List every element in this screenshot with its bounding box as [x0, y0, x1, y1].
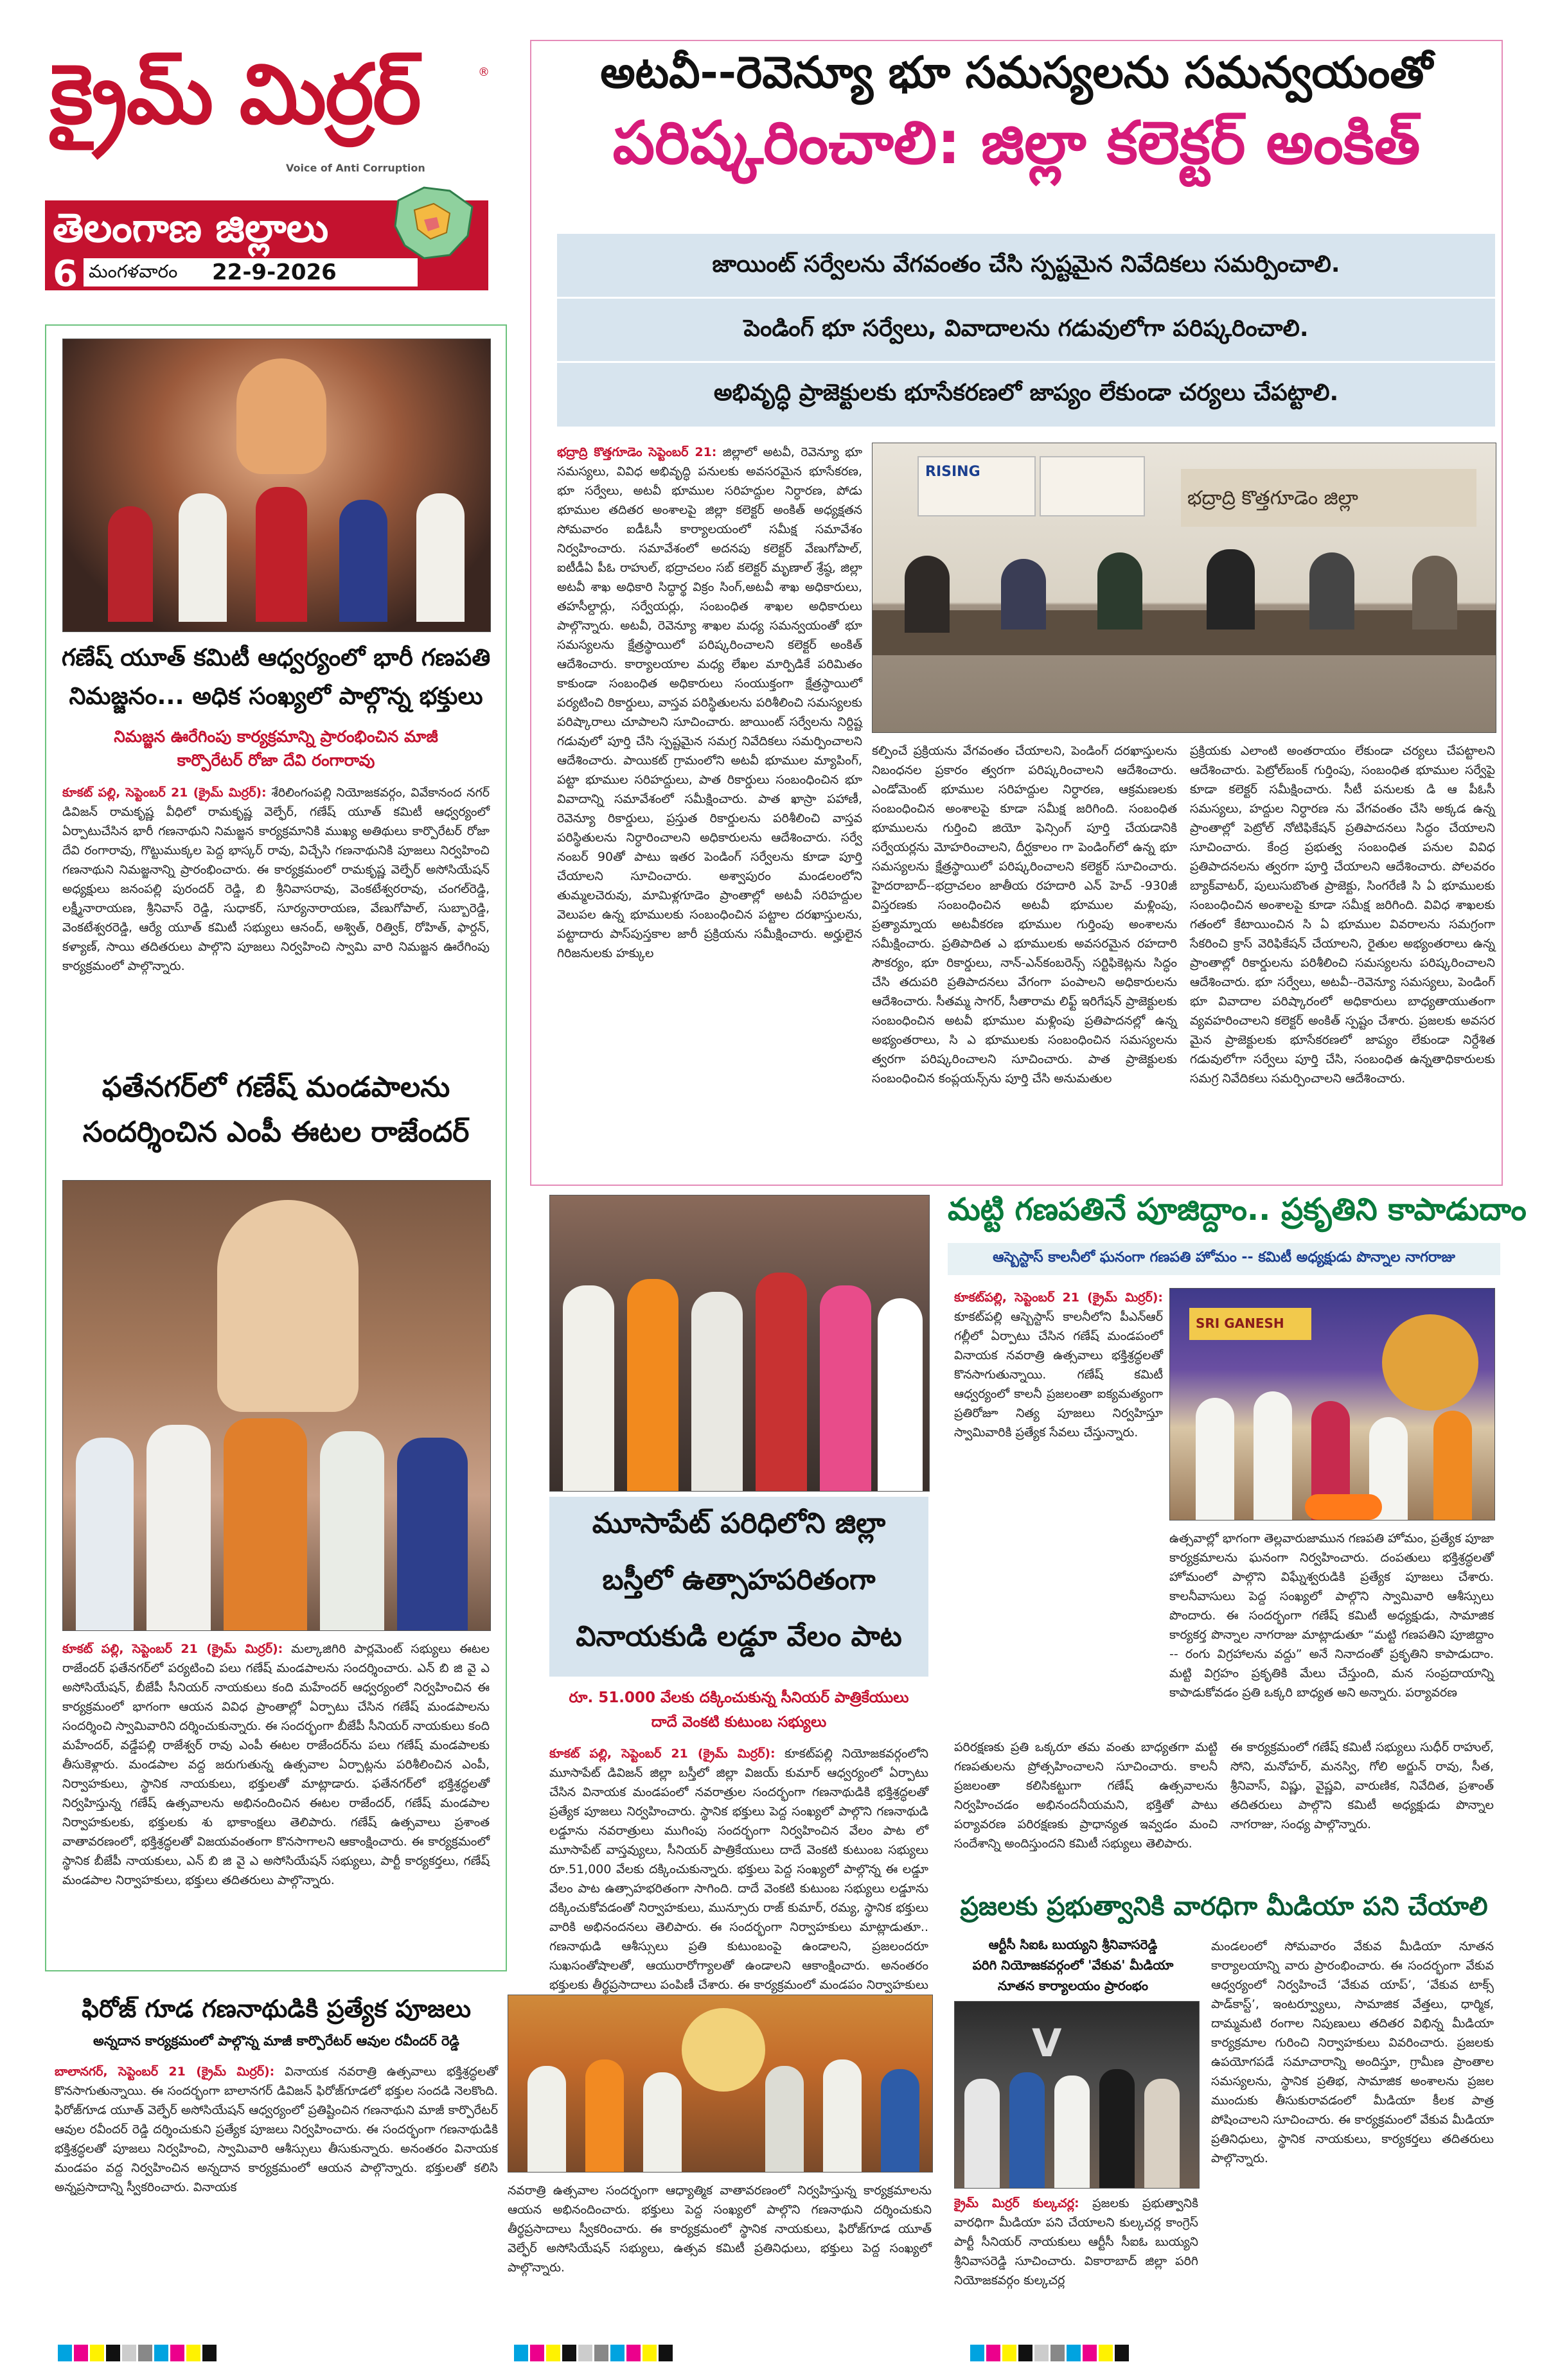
- ganesh-board: [1189, 1308, 1311, 1340]
- ganesh-youth-subhead-2: కార్పొరేటర్ రోజా దేవి రంగారావు: [177, 751, 375, 770]
- color-registration-strip: [514, 2345, 675, 2361]
- feroz-dateline: బాలానగర్, సెప్టెంబర్ 21 (క్రైమ్ మిర్రర్):: [55, 2065, 275, 2079]
- person: [691, 1292, 743, 1491]
- ganesh-youth-text: శేరిలింగంపల్లి నియోజకవర్గం, వివేకానంద నగర్ డివిజన్ రామకృష్ణ వీధిలో రామకృష్ణ వెల్ఫేర్, గణేష్ యూత్ కమిటీ ఆధ్వర్యంలో ఏర్పాటుచేసిన భారీ గణనాథుని నిమజ్జన కార్యక్రమానికి ముఖ్య అతిథులు కార్పొరేటర్ రోజా దేవి రంగారావు, గొట్టుముక్కల పెద్ద భాస్కర్ రావు, విచ్చేసి గణనాథునికి పూజలు నిర్వహించి గణనాథుని నిమజ్జనాన్ని ప్రారంభించారు. ఈ కార్యక్రమంలో రామకృష్ణ వెల్ఫేర్ అసోసియేషన్ అధ్యక్షులు జనంపల్లి పురందర్ రెడ్డి, బి శ్రీనివాసరావు, వెంకటేశ్వరరావు, చంగల్‌రెడ్డి, లక్ష్మీనారాయణ, శ్రీనివాస్ రెడ్డి, సుధాకర్, సూర్యనారాయణ, వేణుగోపాల్, సుబ్బారెడ్డి, వెంకటేశ్వరరెడ్డి, ఆర్యే యూత్ కమిటీ సభ్యులు ఆనంద్, అశ్విత్, రిత్విక్, రోహిత్, ఫార్దన్, కళ్యాణ్, సాయి తదితరులు పాల్గొని పూజలు నిర్వహించి స్వామి వారి నిమజ్జన ఊరేగింపు కార్యక్రమంలో పాల్గొన్నారు.: [62, 786, 490, 973]
- media-sub-3: నూతన కార్యాలయం ప్రారంభం: [998, 1978, 1148, 1993]
- lead-col-1-text: జిల్లాలో అటవీ, రెవెన్యూ భూ సమస్యలు, వివిధ అభివృద్ధి పనులకు అవసరమైన భూసేకరణ, భూ సర్వేలు, అటవీ భూముల సరిహద్దుల నిర్ధారణ, పోడు భూముల తదితర అంశాలపై జిల్లా కలెక్టర్ అంకిత్ అధ్యక్షతన సోమవారం ఐడీఓసీ కార్యాలయంలో సమీక్ష సమావేశం నిర్వహించారు. సమావేశంలో అదనపు కలెక్టర్ వేణుగోపాల్, ఐటీడీఏ పీఓ రాహుల్, భద్రాచలం సబ్ కలెక్టర్ మృణాల్ శ్రేష్ఠ, జిల్లా అటవీ శాఖ అధికారి సిద్ధార్థ విక్రం సింగ్,అటవీ శాఖ అధికారులు, తహసీల్దార్లు, సర్వేయర్లు, సంబంధిత శాఖల అధికారులు పాల్గొన్నారు. అటవీ, రెవెన్యూ శాఖల మధ్య సమన్వయంతో భూ సమస్యలను క్షేత్రస్థాయిలో పరిష్కరించాలని కలెక్టర్ అంకిత్ ఆదేశించారు. కార్యాలయాల మధ్య లేఖల మార్పిడికే పరిమితం కాకుండా సంబంధిత అధికారులు సంయుక్తంగా క్షేత్రస్థాయిలో పర్యటించి రికార్డులు, వాస్తవ పరిస్థితులను పరిశీలించి సమస్యలకు పరిష్కారాలు చూపాలని సూచించారు. జాయింట్ సర్వేలను నిర్దిష్ట గడువులో పూర్తి చేసి స్పష్టమైన సమగ్ర నివేదికలు సమర్పించాలని ఆదేశించారు. పాయికట్ గ్రామంలోని అటవీ భూముల మ్యాపింగ్, పట్టా భూముల సరిహద్దులు, పాత రికార్డులు సంబంధించిన భూ వివాదాన్ని సమావేశంలో సమీక్షించారు. పాత ఖాస్రా పహాణీ, రెవెన్యూ రికార్డులు, ప్రస్తుత రికార్డులను పరిశీలించి వాస్తవ పరిస్థితులను నిర్ధారించాలని అధికారులను ఆదేశించారు. సర్వే నంబర్ 90తో పాటు ఇతర పెండింగ్ సర్వేలను కూడా పూర్తి చేయాలని సూచించారు. అశ్వాపురం మండలంలోని తుమ్మలచెరువు, మామిళ్లగూడెం ప్రాంతాల్లో అటవీ సరిహద్దుల వెలుపల ఉన్న భూములకు సంబంధించిన పట్టాల దరఖాస్తులను, పట్టాదారు పాస్‌పుస్తకాల జారీ ప్రక్రియను సమీక్షించారు. అర్హులైన గిరిజనులకు హక్కుల: [557, 445, 863, 960]
- person: [1001, 559, 1046, 630]
- etala-dateline: కూకట్ పల్లి, సెప్టెంబర్ 21 (క్రైమ్ మిర్రర్):: [62, 1642, 283, 1656]
- media-sub-1: ఆర్టీసీ సిఐఓ బుయ్యని శ్రీనివాసరెడ్డి: [988, 1937, 1158, 1952]
- person: [397, 1438, 468, 1630]
- person: [224, 1418, 307, 1630]
- person: [1254, 1391, 1292, 1520]
- person: [1207, 549, 1255, 630]
- telangana-map-icon: [386, 175, 482, 271]
- musapet-story: [540, 1195, 938, 2017]
- musapet-dateline: కూకట్ పల్లి, సెప్టెంబర్ 21 (క్రైమ్ మిర్రర్):: [549, 1747, 775, 1761]
- media-left-text: [954, 2194, 1198, 2325]
- lead-bullet: అభివృద్ధి ప్రాజెక్టులకు భూసేకరణలో జాప్యం లేకుండా చర్యలు చేపట్టాలి.: [713, 380, 1339, 406]
- person: [765, 2066, 804, 2172]
- media-left-body: ప్రజలకు ప్రభుత్వానికి వారధిగా మీడియా పని చేయాలని కుల్కచర్ల కాంగ్రెస్ పార్టీ సీనియర్ నాయకులు ఆర్టీసీ సీఐఓ బుయ్యని శ్రీనివాసరెడ్డి సూచించారు. వికారాబాద్ జిల్లా పరిగి నియోజకవర్గం కుల్కచర్ల: [954, 2196, 1198, 2287]
- color-registration-strip: [58, 2345, 218, 2361]
- person: [1412, 556, 1457, 630]
- homam-fire: [1305, 1494, 1382, 1520]
- left-stories-box: [45, 324, 507, 1971]
- color-registration-strip: [970, 2345, 1131, 2361]
- day-label: మంగళవారం: [89, 261, 178, 282]
- person: [320, 1431, 384, 1630]
- lead-bullet: జాయింట్ సర్వేలను వేగవంతం చేసి స్పష్టమైన నివేదికలు సమర్పించాలి.: [712, 251, 1340, 278]
- ganesh-nimajjanam-photo: [62, 339, 491, 632]
- meeting-board: [1181, 469, 1476, 527]
- person: [339, 500, 387, 622]
- logo-text: క్రైమ్ మిర్రర్: [50, 46, 420, 143]
- matti-dateline: కూకట్‌పల్లి, సెప్టెంబర్ 21 (క్రైమ్ మిర్రర్):: [954, 1291, 1163, 1305]
- musapet-text: కూకట్‌పల్లి నియోజకవర్గంలోని మూసాపేట్ డివిజన్ జిల్లా బస్తీలో జిల్లా విజయ్ కుమార్ ఆధ్వర్యంలో ఏర్పాటు చేసిన వినాయక మండపంలో నవరాత్రుల సందర్భంగా గణనాథుడికి భక్తిశ్రద్ధలతో ప్రత్యేక పూజలు నిర్వహించారు. స్థానిక భక్తులు పెద్ద సంఖ్యలో పాల్గొని గణనాథుడి లడ్డూను నవరాత్రులు ముగింపు సందర్భంగా నిర్వహించిన వేలం పాట లో మూసాపేట్ వాస్తవ్యులు, సీనియర్ పాత్రికేయులు దాదే వెంకటి కుటుంబ సభ్యులు రూ.51,000 వేలకు దక్కించుకున్నారు. భక్తులు పెద్ద సంఖ్యలో పాల్గొన్న ఈ లడ్డూ వేలం పాట ఉత్సాహభరితంగా సాగింది. దాదే వెంకటి కుటుంబ సభ్యులు లడ్డూను దక్కించుకోవడంతో నిర్వాహకులు, మున్సూరు రాజ్ కుమార్, రమ్య, స్థానిక భక్తులు వారికి అభినందనలు తెలిపారు. ఈ సందర్భంగా నిర్వాహకులు మాట్లాడుతూ.. గణనాథుడి ఆశీస్సులు ప్రతి కుటుంబంపై ఉండాలని, ప్రజలందరూ సుఖసంతోషాలతో, ఆయురారోగ్యాలతో ఉండాలని ఆకాంక్షించారు. అనంతరం భక్తులకు తీర్థప్రసాదాలు పంపిణీ చేశారు. ఈ కార్యక్రమంలో మండపం నిర్వాహకులు: [549, 1747, 928, 1992]
- media-right-text: మండలంలో సోమవారం వేకువ మీడియా నూతన కార్యాలయాన్ని వారు ప్రారంభించారు. ఈ సందర్భంగా వేకువ ఆధ్వర్యంలో నిర్వహించే ‘వేకువ యాప్’, ‘వేకువ టాక్స్ పాడ్‌కాస్ట్’, ఇంటర్వ్యూలు, సామాజిక వేత్తలు, ధార్మిక, దామ్మమటి రంగాల నిపుణులు తదితర విభిన్న మీడియా కార్యక్రమాల గురించి నిర్వాహకులు వివరించారు. ప్రజలకు ఉపయోగపడే సమాచారాన్ని అందిస్తూ, గ్రామీణ ప్రాంతాల సమస్యలను, స్థానిక ప్రతిభ, సామాజిక అంశాలను ప్రజల ముందుకు తీసుకురావడంలో మీడియా కీలక పాత్ర పోషించాలని సూచించారు. ఈ కార్యక్రమంలో వేకువ మీడియా ప్రతినిధులు, స్థానిక నాయకులు, కార్యకర్తలు తదితరులు పాల్గొన్నారు.: [1211, 1939, 1494, 2165]
- lead-story: [530, 40, 1503, 1186]
- logo-tagline: Voice of Anti Corruption: [286, 162, 425, 174]
- musapet-headline-2: బస్తీలో ఉత్సాహపరితంగా: [602, 1564, 876, 1596]
- media-dateline: క్రైమ్ మిర్రర్ కుల్కచర్ల:: [954, 2196, 1079, 2210]
- etala-headline-1: ఫతేనగర్‌లో గణేష్ మండపాలను: [102, 1071, 450, 1104]
- musapet-subhead-1: రూ. 51.000 వేలకు దక్కించుకున్న సీనియర్ పాత్రికేయులు: [569, 1689, 909, 1706]
- feroz-photo: [508, 1995, 933, 2173]
- date-label: 22-9-2026: [212, 260, 337, 285]
- person: [1054, 2076, 1090, 2188]
- musapet-headline-box: [549, 1497, 928, 1677]
- ganesh-board-text: SRI GANESH: [1196, 1316, 1284, 1331]
- matti-story: [948, 1192, 1527, 1866]
- etala-body: [62, 1639, 490, 1964]
- matti-bottom-left: పరిరక్షణకు ప్రతి ఒక్కరూ తమ వంతు బాధ్యతగా మట్టి గణపతులను ప్రోత్సహించాలని సూచించారు. కాలనీ ప్రజలంతా కలిసికట్టుగా గణేష్ ఉత్సవాలను నిర్వహించడం అభినందనీయమని, భక్తితో పాటు పర్యావరణ పరిరక్షణకు ప్రాధాన్యత ఇవ్వడం మంచి సందేశాన్ని అందిస్తుందని కమిటీ సభ్యులు తెలిపారు.: [954, 1740, 1218, 1851]
- meeting-table: [873, 610, 1496, 655]
- ganesh-youth-headline-1: గణేష్ యూత్ కమిటీ ఆధ్వర్యంలో భారీ గణపతి: [61, 644, 491, 671]
- person: [820, 1285, 871, 1491]
- feroz-right-text: నవరాత్రి ఉత్సవాల సందర్భంగా ఆధ్యాత్మిక వాతావరణంలో నిర్వహిస్తున్న కార్యక్రమాలను ఆయన అభినందించారు. భక్తులు పెద్ద సంఖ్యలో పాల్గొని గణనాథుని దర్శించుకుని తీర్థప్రసాదాలు స్వీకరించారు. ఈ కార్యక్రమంలో స్థానిక నాయకులు, ఫిరోజ్‌గూడ యూత్ వెల్ఫేర్ అసోసియేషన్ సభ్యులు, ఉత్సవ కమిటీ ప్రతినిధులు, భక్తులు పెద్ద సంఖ్యలో పాల్గొన్నారు.: [508, 2183, 932, 2275]
- person: [756, 1273, 807, 1491]
- matti-subhead: ఆస్బెస్టాస్ కాలనీలో ఘనంగా గణపతి హోమం -- కమిటీ అధ్యక్షుడు పొన్నాల నాగరాజు: [993, 1249, 1455, 1265]
- person: [905, 556, 950, 633]
- feroz-left-body: వినాయక నవరాత్రి ఉత్సవాలు భక్తిశ్రద్ధలతో కొనసాగుతున్నాయి. ఈ సందర్భంగా బాలానగర్ డివిజన్ ఫిరోజ్‌గూడలో భక్తుల సందడి నెలకొంది. ఫిరోజ్‌గూడ యూత్ వెల్ఫేర్ అసోసియేషన్ ఆధ్వర్యంలో ప్రతిష్టించిన గణనాథుని మాజీ కార్పొరేటర్ ఆవుల రవీందర్ రెడ్డి దర్శించుకుని ప్రత్యేక పూజలు నిర్వహించారు. ఈ సందర్భంగా గణనాథుడికి భక్తిశ్రద్ధలతో పూజలు నిర్వహించి, స్వామివారి ఆశీస్సులు తీసుకున్నారు. అనంతరం వినాయక మండపం వద్ద నిర్వహించిన అన్నదాన కార్యక్రమంలో ఆయన పాల్గొన్నారు. భక్తులతో కలిసి అన్నప్రసాదాన్ని స్వీకరించారు. వినాయక: [55, 2065, 498, 2194]
- etala-headline-2: సందర్శించిన ఎంపీ ఈటల రాజేందర్: [82, 1116, 470, 1149]
- matti-left-body: కూకట్‌పల్లి ఆస్బెస్టాస్ కాలనీలోని పీఎన్ఆర్ గల్లీలో ఏర్పాటు చేసిన గణేష్ మండపంలో వినాయక నవరాత్రి ఉత్సవాలు భక్తిశ్రద్ధలతో కొనసాగుతున్నాయి. గణేష్ కమిటీ ఆధ్వర్యంలో కాలనీ ప్రజలంతా ఐక్యమత్యంగా ప్రతిరోజూ నిత్య పూజలు నిర్వహిస్తూ స్వామివారికి ప్రత్యేక సేవలు చేస్తున్నారు.: [954, 1310, 1163, 1440]
- ganesh-idol: [217, 1200, 359, 1412]
- meeting-photo: [872, 443, 1496, 733]
- ganesh-youth-subhead-1: నిమజ్జన ఊరేగింపు కార్యక్రమాన్ని ప్రారంభించిన మాజీ: [114, 727, 438, 746]
- lead-col-2: కల్పించే ప్రక్రియను వేగవంతం చేయాలని, పెండింగ్ దరఖాస్తులను నిబంధనల ప్రకారం త్వరగా పరిష్కరించాలని ఆదేశించారు. ఎండోమెంట్ భూముల సరిహద్దుల నిర్ధారణ, ఆక్రమణలకు సంబంధించిన అంశాలపై కూడా సమీక్ష జరిగింది. సంబంధిత భూములను గుర్తించి జియో ఫెన్సింగ్ పూర్తి చేయడానికి సర్వేయర్లను మోహరించాలని, దీర్ఘకాలం గా పెండింగ్‌లో ఉన్న భూ సమస్యలను క్షేత్రస్థాయిలో పరిష్కరించాలని కలెక్టర్ సూచించారు. హైదరాబాద్--భద్రాచలం జాతీయ రహదారి ఎన్ హెచ్ -930జీ విస్తరణకు సంబంధించిన అటవీ భూముల మళ్లింపు, ప్రత్యామ్నాయ అటవీకరణ భూముల గుర్తింపు అంశాలను సమీక్షించారు. ప్రతిపాదిత ఎ భూములకు అవసరమైన రహదారి సౌకర్యం, భూ రికార్డులు, నాన్-ఎన్‌కంబరెన్స్ సర్టిఫికెట్లను సిద్ధం చేసి తదుపరి ప్రతిపాదనలు వేగంగా పంపాలని అధికారులను ఆదేశించారు. సీతమ్మ సాగర్, సీతారామ లిఫ్ట్ ఇరిగేషన్ ప్రాజెక్టులకు సంబంధించిన అటవీ భూముల మళ్లింపు ప్రతిపాదనల్లో ఉన్న అభ్యంతరాలు, సి ఎ భూములకు సంబంధించిన సమస్యలను త్వరగా పరిష్కరించాలని సూచించారు. పాత ప్రాజెక్టులకు సంబంధించిన కంప్లయన్స్‌ను పూర్తి చేసి అనుమతుల: [872, 744, 1177, 1086]
- musapet-photo: [549, 1195, 930, 1492]
- person: [563, 1285, 614, 1491]
- person: [256, 487, 307, 622]
- section-title: తెలంగాణ జిల్లాలు: [53, 204, 329, 251]
- masthead: [45, 40, 488, 297]
- person: [146, 1425, 211, 1630]
- media-sub-2: పరిగి నియోజకవర్గంలో 'వేకువ' మీడియా: [972, 1957, 1174, 1973]
- person: [878, 1298, 923, 1491]
- matti-subhead-band: [948, 1243, 1500, 1275]
- lead-bullet: పెండింగ్ భూ సర్వేలు, వివాదాలను గడువులోగా పరిష్కరించాలి.: [743, 315, 1309, 342]
- matti-left-text: [954, 1288, 1163, 1731]
- person: [627, 1279, 678, 1491]
- matti-bottom-right: ఈ కార్యక్రమంలో గణేష్ కమిటీ సభ్యులు సుధీర్ రాహుల్, సోని, మనోహర్, మనస్వి, గోలి అర్జున్ రావు, సీత, శ్రీనివాస్, విష్ణు, వైష్ణవి, వారుణిక, నివేదిత, ప్రశాంత్ తదితరులు పాల్గొని కమిటీ అధ్యక్షుడు పొన్నాల నాగరాజు, సంధ్య పాల్గొన్నారు.: [1230, 1740, 1494, 1831]
- lead-headline-2: పరిష్కరించాలి: జిల్లా కలెక్టర్ అంకిత్: [612, 109, 1421, 177]
- meeting-banner: [1040, 456, 1145, 516]
- etala-photo: [62, 1180, 491, 1631]
- divider: [557, 297, 1495, 299]
- lead-dateline: భద్రాద్రి కొత్తగూడెం సెప్టెంబర్ 21:: [557, 445, 717, 459]
- feroz-subhead: అన్నదాన కార్యక్రమంలో పాల్గొన్న మాజీ కార్పొరేటర్ ఆవుల రవీందర్ రెడ్డి: [93, 2033, 459, 2049]
- matti-photo: [1169, 1288, 1495, 1521]
- ganesh-youth-body: [62, 783, 490, 1053]
- lead-col-1: [557, 443, 862, 1175]
- musapet-body: [549, 1744, 928, 2014]
- etala-text: మల్కాజిగిరి పార్లమెంట్ సభ్యులు ఈటల రాజేందర్ ఫతేనగర్‌లో పర్యటించి పలు గణేష్ మండపాలను సందర్శించారు. ఎన్ బి జి వై ఎ అసోసియేషన్, బీజేపీ సీనియర్ నాయకులు కంది మహేందర్ ఆధ్వర్యంలో నిర్వహించిన ఈ కార్యక్రమంలో భాగంగా ఆయన వివిధ ప్రాంతాల్లో ఏర్పాటు చేసిన గణేష్ మండపాలను సందర్శించి స్వామివారిని దర్శించుకున్నారు. ఈ సందర్భంగా బీజేపీ సీనియర్ నాయకులు కంది మహేందర్, వడ్డేపల్లి రాజేశ్వర్ రావు ఎంపీ ఈటల రాజేందర్‌ను పలు గణేష్ మండపాలకు తీసుకెళ్లారు. మండపాల వద్ద జరుగుతున్న ఉత్సవాల ఏర్పాట్లను పరిశీలించిన ఎంపీ, నిర్వాహకులు, స్థానిక నాయకులు, భక్తులతో మాట్లాడారు. ఫతేనగర్‌లో భక్తిశ్రద్ధలతో నిర్వహిస్తున్న గణేష్ ఉత్సవాలను అభినందించిన ఈటల రాజేందర్, గణేష్ మండపాల నిర్వాహకులకు, భక్తులకు శు భాకాంక్షలు తెలిపారు. గణేష్ ఉత్సవాలు ప్రశాంత వాతావరణంలో, భక్తిశ్రద్ధలతో విజయవంతంగా కొనసాగాలని ఆకాంక్షించారు. ఈ కార్యక్రమంలో స్థానిక బీజేపీ నాయకులు, ఎన్ బి జి వై ఎ అసోసియేషన్ సభ్యులు, పార్టీ కార్యకర్తలు, గణేష్ మండపాల నిర్వాహకులు, భక్తులు తదితరులు పాల్గొన్నారు.: [62, 1642, 490, 1887]
- person: [964, 2079, 1000, 2188]
- divider: [557, 361, 1495, 363]
- masthead-logo: [45, 40, 488, 178]
- ganesh-idol: [1382, 1314, 1478, 1411]
- person: [585, 2059, 624, 2172]
- musapet-headline-1: మూసాపేట్ పరిధిలోని జిల్లా: [592, 1507, 886, 1540]
- meeting-banner-text: RISING: [925, 464, 980, 480]
- matti-headline: మట్టి గణపతినే పూజిద్దాం.. ప్రకృతిని కాపాడుదాం: [948, 1192, 1527, 1228]
- person: [1097, 552, 1142, 630]
- registered-mark-icon: ®: [478, 66, 490, 79]
- musapet-subhead-2: దాదే వెంకటి కుటుంబ సభ్యులు: [651, 1714, 827, 1731]
- person: [823, 2059, 862, 2172]
- person: [881, 2069, 919, 2172]
- feroz-story: [45, 1995, 938, 2329]
- media-photo: [954, 2001, 1200, 2189]
- meeting-banner: [917, 456, 1036, 516]
- ganesh-youth-headline-2: నిమజ్జనం... అధిక సంఖ్యలో పాల్గొన్న భక్తులు: [69, 682, 483, 710]
- person: [76, 1438, 134, 1630]
- media-headline: ప్రజలకు ప్రభుత్వానికి వారధిగా మీడియా పని చేయాలి: [960, 1892, 1488, 1921]
- musapet-headline-3: వినాయకుడి లడ్డూ వేలం పాట: [576, 1620, 902, 1653]
- ganesh-idol-head: [236, 358, 326, 474]
- section-band: [45, 200, 488, 295]
- ganesh-idol: [682, 2008, 765, 2092]
- matti-right-text: ఉత్సవాల్లో భాగంగా తెల్లవారుజామున గణపతి హోమం, ప్రత్యేక పూజా కార్యక్రమాలను ఘనంగా నిర్వహించారు. దంపతులు భక్తిశ్రద్ధలతో హోమంలో పాల్గొని విఘ్నేశ్వరుడికి ప్రత్యేక పూజలు చేశారు. కాలనీవాసులు పెద్ద సంఖ్యలో పాల్గొని స్వామివారి ఆశీస్సులు పొందారు. ఈ సందర్భంగా గణేష్ కమిటీ అధ్యక్షుడు, సామాజిక కార్యకర్త పొన్నాల నాగరాజు మాట్లాడుతూ “మట్టి గణపతిని పూజిద్దాం -- రంగు విగ్రహాలను వద్దు” అనే నినాదంతో ప్రకృతిని కాపాడుదాం. మట్టి విగ్రహం ప్రకృతికి మేలు చేస్తుంది, మన సంప్రదాయాన్ని కాపాడుకోవడం ప్రతి ఒక్కరి బాధ్యత అని అన్నారు. పర్యావరణ: [1169, 1531, 1494, 1700]
- person: [1433, 1411, 1472, 1520]
- date-strip: [84, 258, 418, 286]
- vt-logo-icon: V: [1032, 2021, 1062, 2066]
- lead-bullets: [557, 234, 1495, 427]
- media-story: [948, 1892, 1500, 2329]
- meeting-board-text: భద్రాద్రి కొత్తగూడెం జిల్లా: [1187, 487, 1358, 509]
- lead-headline-1: అటవీ--రెవెన్యూ భూ సమస్యలను సమన్వయంతో: [600, 48, 1433, 98]
- feroz-headline: ఫిరోజ్ గూడ గణనాథుడికి ప్రత్యేక పూజలు: [81, 1995, 472, 2023]
- person: [1309, 552, 1354, 630]
- page-number: 6: [53, 253, 78, 295]
- ganesh-youth-dateline: కూకట్ పల్లి, సెప్టెంబర్ 21 (క్రైమ్ మిర్రర్):: [62, 786, 267, 800]
- person: [1144, 2079, 1180, 2188]
- person: [179, 493, 227, 622]
- person: [416, 493, 465, 622]
- person: [1009, 2072, 1045, 2188]
- lead-col-3: ప్రక్రియకు ఎలాంటి అంతరాయం లేకుండా చర్యలు చేపట్టాలని ఆదేశించారు. పెట్రోల్‌బంక్ గుర్తింపు, సంబంధిత భూముల సర్వేపై కూడా కలెక్టర్ సమీక్షించారు. సీటీ పనులకు డి ఆ పీఓసీ సమస్యలు, హద్దుల నిర్ధారణ ను వేగవంతం చేసి అక్కడ ఉన్న ప్రాంతాల్లో పెట్రోల్ నోటిఫికేషన్ ప్రతిపాదనలు సిద్ధం చేయాలని సూచించారు. కేంద్ర ప్రభుత్వ సంబంధిత పనుల వివిధ ప్రతిపాదనలను త్వరగా పూర్తి చేయాలని ఆదేశించారు. పోలవరం బ్యాక్‌వాటర్, పులుసుబొంత ప్రాజెక్టు, సింగరేణి సి ఏ భూములకు సంబంధించిన అంశాలపై కూడా సమీక్ష జరిగింది. వివిధ శాఖలకు గతంలో కేటాయించిన సి ఏ భూముల వివరాలను సమగ్రంగా సేకరించి క్రాస్ వెరిఫికేషన్ చేయాలని, రైతుల అభ్యంతరాలు ఉన్న ప్రాంతాల్లో రికార్డులను పరిశీలించి సమస్యలను పరిష్కరించాలని ఆదేశించారు. భూ సర్వేలు, అటవీ--రెవెన్యూ సమస్యలు, పెండింగ్ భూ వివాదాల పరిష్కారంలో అధికారులు బాధ్యతాయుతంగా వ్యవహరించాలని కలెక్టర్ అంకిత్ స్పష్టం చేశారు. ప్రజలకు అవసర మైన ప్రాజెక్టులకు భూసేకరణలో జాప్యం లేకుండా నిర్దేశిత గడువులోగా సర్వేలు పూర్తి చేసి, సంబంధిత ఉన్నతాధికారులకు సమగ్ర నివేదికలు సమర్పించాలని ఆదేశించారు.: [1190, 744, 1495, 1086]
- person: [1099, 2069, 1135, 2188]
- person: [643, 2072, 682, 2172]
- person: [1196, 1398, 1234, 1520]
- feroz-left-text: [55, 2062, 498, 2325]
- person: [108, 506, 153, 622]
- person: [527, 2066, 566, 2172]
